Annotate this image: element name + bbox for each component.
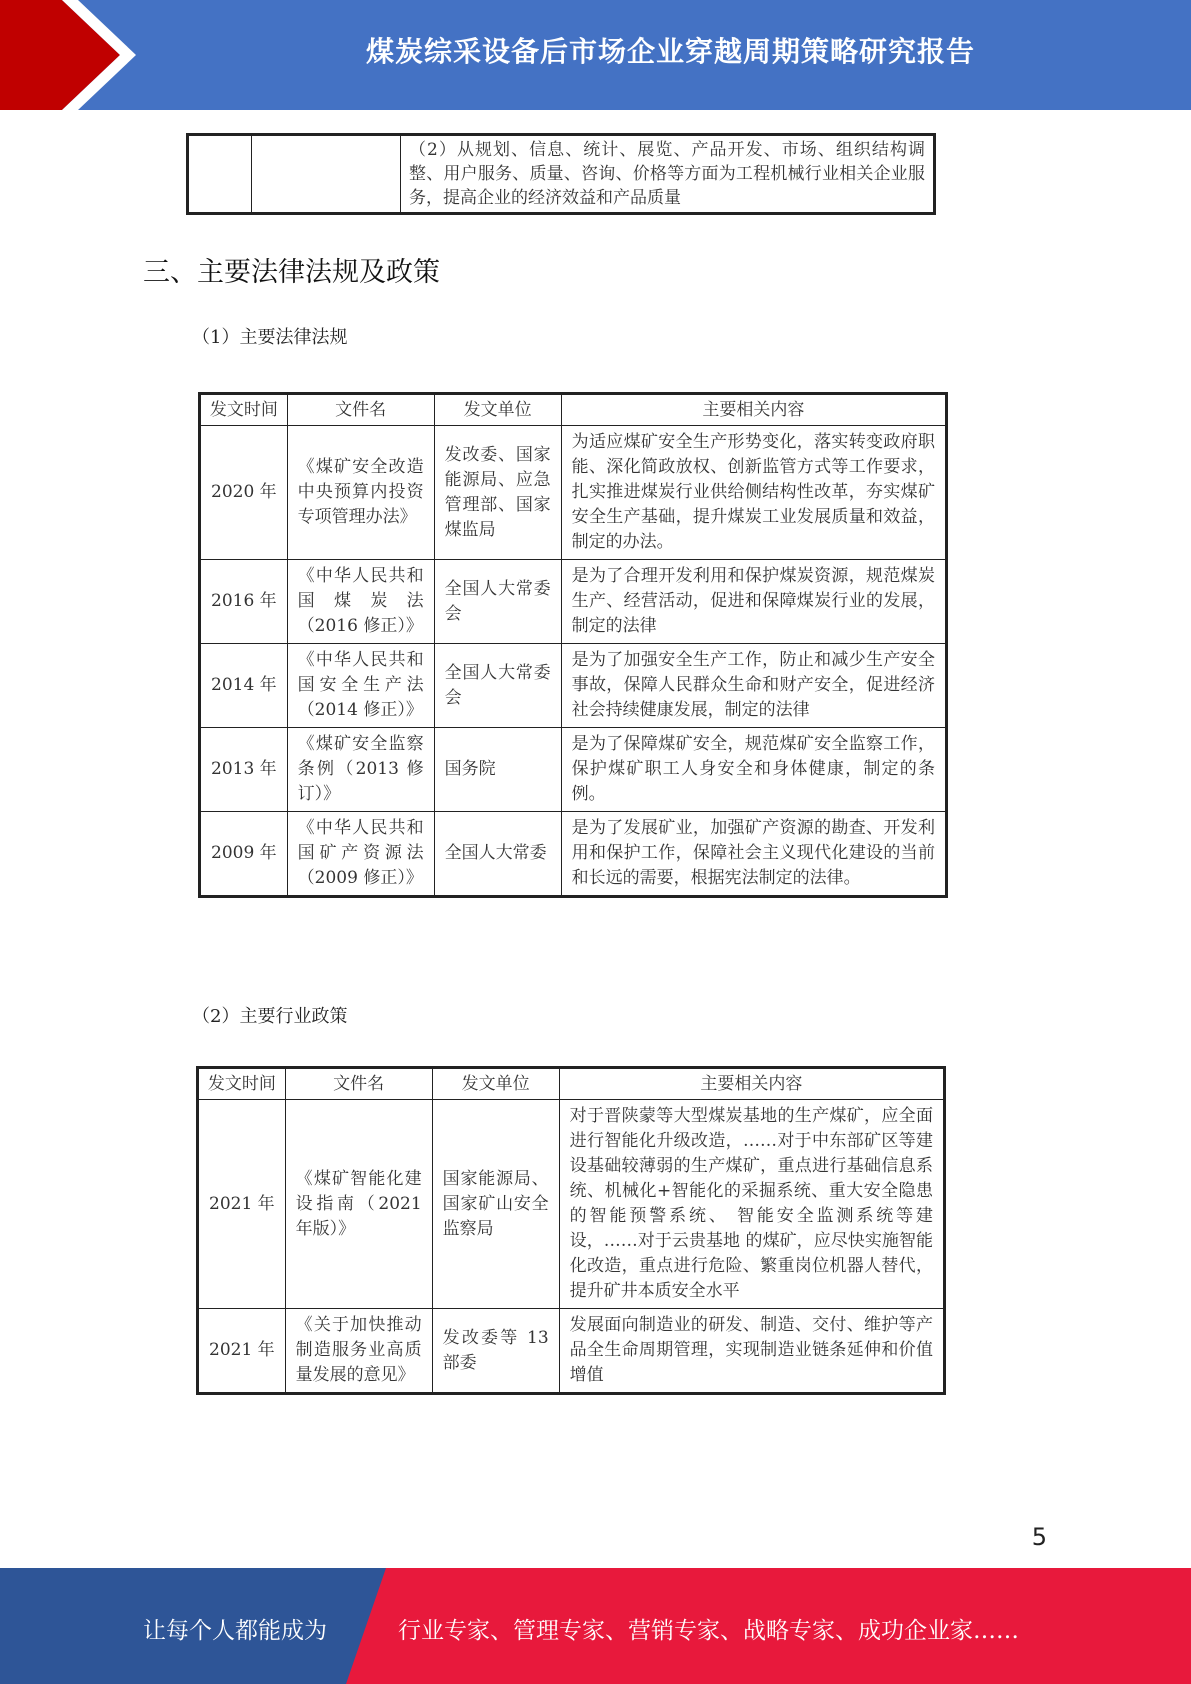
- document-name-cell: 《关于加快推动制造服务业高质量发展的意见》: [285, 1309, 432, 1394]
- issuer-cell: 全国人大常委: [434, 812, 561, 897]
- header-cell: 文件名: [287, 394, 434, 426]
- table-row: [200, 426, 947, 560]
- year-cell: 2013 年: [200, 728, 288, 812]
- table-row: [200, 560, 947, 644]
- header-cell: 主要相关内容: [559, 1068, 944, 1100]
- document-name-cell: 《中华人民共和国矿产资源法（2009 修正）》: [287, 812, 434, 897]
- issuer-cell: 全国人大常委会: [434, 560, 561, 644]
- page-header: [0, 0, 1191, 110]
- document-name-cell: 《煤矿智能化建设指南（2021 年版）》: [285, 1100, 432, 1309]
- year-cell: 2016 年: [200, 560, 288, 644]
- content-cell: 发展面向制造业的研发、制造、交付、维护等产品全生命周期管理，实现制造业链条延伸和价值增值: [559, 1309, 944, 1394]
- laws-table: [198, 392, 948, 898]
- year-cell: 2020 年: [200, 426, 288, 560]
- document-name-cell: 《煤矿安全监察条例（2013 修订）》: [287, 728, 434, 812]
- content-cell: 是为了发展矿业，加强矿产资源的勘查、开发利用和保护工作，保障社会主义现代化建设的当前和长远的需要，根据宪法制定的法律。: [561, 812, 946, 897]
- continued-cell: （2）从规划、信息、统计、展览、产品开发、市场、组织结构调整、用户服务、质量、咨询、价格等方面为工程机械行业相关企业服务，提高企业的经济效益和产品质量: [401, 135, 935, 214]
- document-name-cell: 《中华人民共和国煤炭法（2016 修正）》: [287, 560, 434, 644]
- page-footer: [0, 1568, 1191, 1684]
- table-row: [198, 1309, 945, 1394]
- table-row: [200, 644, 947, 728]
- issuer-cell: 全国人大常委会: [434, 644, 561, 728]
- table-row: [200, 812, 947, 897]
- year-cell: 2009 年: [200, 812, 288, 897]
- content-cell: 为适应煤矿安全生产形势变化，落实转变政府职能、深化简政放权、创新监管方式等工作要求，扎实推进煤炭行业供给侧结构性改革，夯实煤矿安全生产基础，提升煤炭工业发展质量和效益，制定的办法。: [561, 426, 946, 560]
- header-arrow-decoration: [0, 0, 200, 110]
- footer-slogan-left: 让每个人都能成为: [143, 1618, 327, 1644]
- policies-subtitle: （2）主要行业政策: [192, 1006, 348, 1027]
- header-cell: 文件名: [285, 1068, 432, 1100]
- table-header-row: [200, 394, 947, 426]
- header-cell: 发文时间: [200, 394, 288, 426]
- issuer-cell: 发改委等 13 部委: [432, 1309, 559, 1394]
- issuer-cell: 发改委、国家能源局、应急管理部、国家煤监局: [434, 426, 561, 560]
- header-cell: 发文时间: [198, 1068, 286, 1100]
- page-number: 5: [1031, 1523, 1047, 1551]
- header-cell: 主要相关内容: [561, 394, 946, 426]
- document-name-cell: 《中华人民共和国安全生产法（2014 修正）》: [287, 644, 434, 728]
- section-heading: 三、主要法律法规及政策: [143, 257, 440, 288]
- document-name-cell: 《煤矿安全改造中央预算内投资专项管理办法》: [287, 426, 434, 560]
- table-header-row: [198, 1068, 945, 1100]
- laws-subtitle: （1）主要法律法规: [192, 327, 348, 348]
- year-cell: 2014 年: [200, 644, 288, 728]
- continued-table: [186, 133, 936, 215]
- footer-slogan-right: 行业专家、管理专家、营销专家、战略专家、成功企业家……: [398, 1618, 1019, 1644]
- year-cell: 2021 年: [198, 1100, 286, 1309]
- issuer-cell: 国家能源局、国家矿山安全监察局: [432, 1100, 559, 1309]
- table-row: [198, 1100, 945, 1309]
- empty-cell: [252, 135, 401, 214]
- header-cell: 发文单位: [432, 1068, 559, 1100]
- header-cell: 发文单位: [434, 394, 561, 426]
- content-cell: 是为了保障煤矿安全，规范煤矿安全监察工作，保护煤矿职工人身安全和身体健康，制定的条例。: [561, 728, 946, 812]
- content-cell: 是为了合理开发利用和保护煤炭资源，规范煤炭生产、经营活动，促进和保障煤炭行业的发展，制定的法律: [561, 560, 946, 644]
- table-row: [200, 728, 947, 812]
- year-cell: 2021 年: [198, 1309, 286, 1394]
- issuer-cell: 国务院: [434, 728, 561, 812]
- policies-table: [196, 1066, 946, 1395]
- empty-cell: [188, 135, 252, 214]
- content-cell: 对于晋陕蒙等大型煤炭基地的生产煤矿，应全面进行智能化升级改造，……对于中东部矿区等建设基础较薄弱的生产煤矿，重点进行基础信息系统、机械化+智能化的采掘系统、重大安全隐患的智能预警系统、 智能安全监测系统等建设，……对于云贵基地 的煤矿，应尽快实施智能化改造，重点进行危险、繁重岗位机器人替代，提升矿井本质安全水平: [559, 1100, 944, 1309]
- content-cell: 是为了加强安全生产工作，防止和减少生产安全事故，保障人民群众生命和财产安全，促进经济社会持续健康发展，制定的法律: [561, 644, 946, 728]
- report-title: 煤炭综采设备后市场企业穿越周期策略研究报告: [365, 35, 975, 68]
